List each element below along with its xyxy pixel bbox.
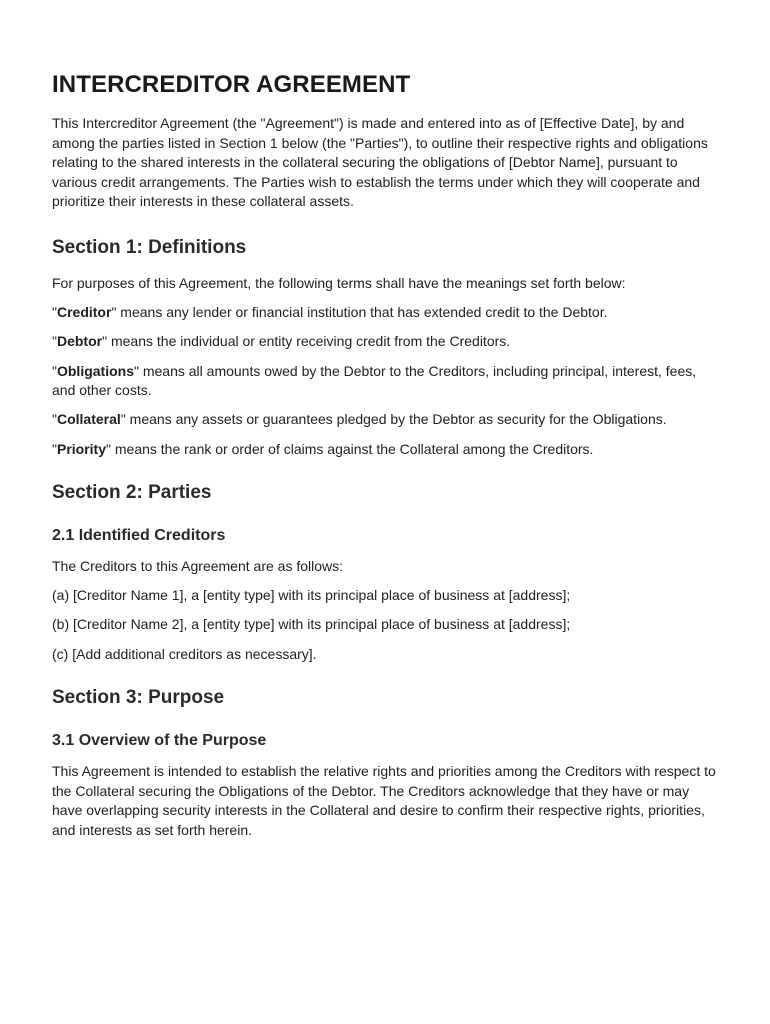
definition-obligations: "Obligations" means all amounts owed by the Debtor to the Creditors, including principal, interest, fees, and other costs. bbox=[52, 362, 697, 399]
section-1-lead: For purposes of this Agreement, the following terms shall have the meanings set forth below: bbox=[52, 274, 626, 291]
definition-text: means the individual or entity receiving credit from the Creditors. bbox=[107, 333, 511, 350]
definition-creditor: "Creditor" means any lender or financial institution that has extended credit to the Debtor. bbox=[52, 304, 608, 321]
section-3-1-heading: 3.1 Overview of the Purpose bbox=[52, 732, 267, 750]
creditor-item: (c) [Add additional creditors as necessary]. bbox=[52, 645, 317, 662]
definition-text: means any assets or guarantees pledged by the Debtor as security for the Obligations. bbox=[125, 411, 667, 428]
creditor-item: (a) [Creditor Name 1], a [entity type] with its principal place of business at [address]; bbox=[52, 587, 571, 604]
definition-term: Creditor bbox=[56, 304, 112, 321]
creditor-item: (b) [Creditor Name 2], a [entity type] with its principal place of business at [address]; bbox=[52, 616, 571, 633]
document-title: INTERCREDITOR AGREEMENT bbox=[52, 71, 411, 98]
section-3-body: This Agreement is intended to establish the relative rights and priorities among the Creditors with respect to the Collateral securing the Obligations of the Debtor. The Creditors acknowledge that they have or may have overlapping security interests in the Collateral and desire to confirm their respective rights, priorities, and interests as set forth herein. bbox=[52, 763, 716, 839]
definition-text: means the rank or order of claims against the Collateral among the Creditors. bbox=[110, 440, 594, 457]
definition-text: means any lender or financial institution that has extended credit to the Debtor. bbox=[116, 304, 608, 321]
section-2-lead: The Creditors to this Agreement are as follows: bbox=[52, 558, 344, 575]
section-3-heading: Section 3: Purpose bbox=[52, 687, 225, 709]
definition-term: Obligations bbox=[56, 362, 134, 379]
section-2-heading: Section 2: Parties bbox=[52, 482, 212, 504]
definition-term: Collateral bbox=[56, 411, 121, 428]
definition-term: Debtor bbox=[56, 333, 103, 350]
definition-text: means all amounts owed by the Debtor to the Creditors, including principal, interest, fees, and other costs. bbox=[52, 362, 697, 399]
definition-priority: "Priority" means the rank or order of claims against the Collateral among the Creditors. bbox=[52, 440, 594, 457]
intro-paragraph: This Intercreditor Agreement (the "Agreement") is made and entered into as of [Effective Date], by and among the parties listed in Section 1 below (the "Parties"), to outline their respective rights and obligations relating to the shared interests in the collateral securing the obligations of [Debtor Name], pursuant to various credit arrangements. The Parties wish to establish the terms under which they will cooperate and prioritize their interests in these collateral assets. bbox=[52, 115, 708, 210]
definition-collateral: "Collateral" means any assets or guarantees pledged by the Debtor as security for the Obligations. bbox=[52, 411, 667, 428]
definition-term: Priority bbox=[56, 440, 106, 457]
section-2-1-heading: 2.1 Identified Creditors bbox=[52, 527, 226, 545]
section-1-heading: Section 1: Definitions bbox=[52, 236, 247, 258]
definition-debtor: "Debtor" means the individual or entity receiving credit from the Creditors. bbox=[52, 333, 511, 350]
